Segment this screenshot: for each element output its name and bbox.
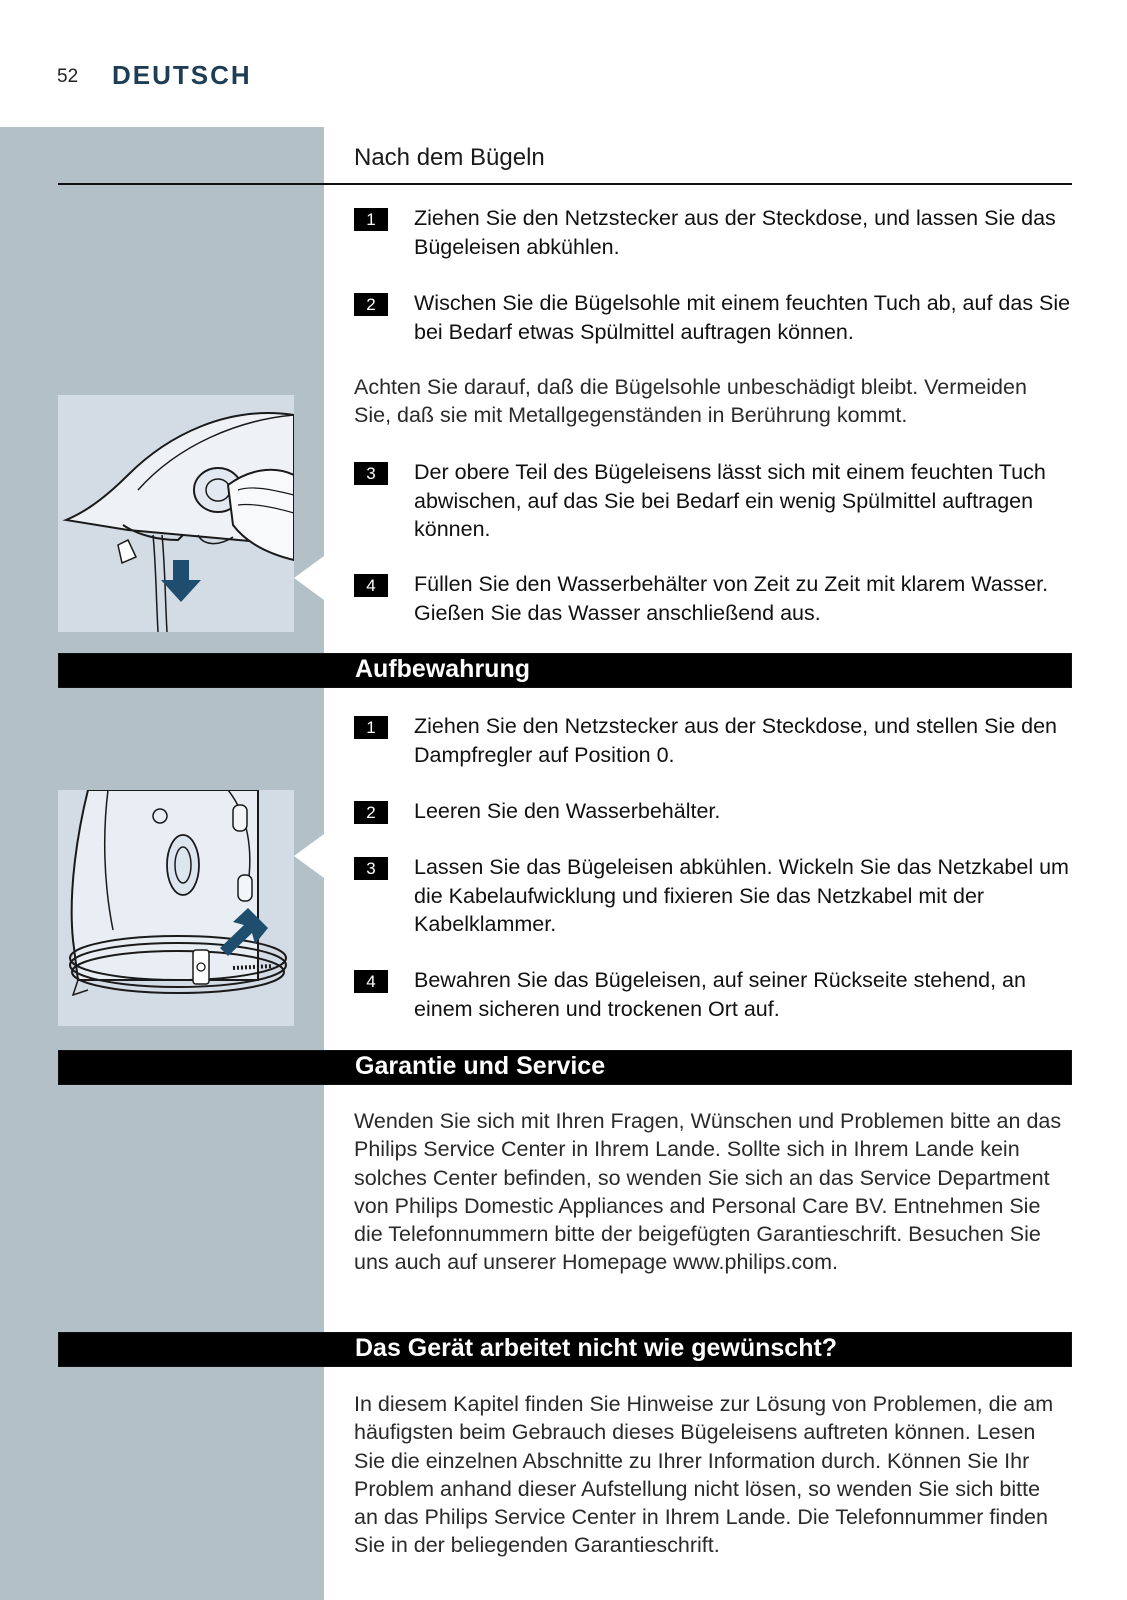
- iron-tilted-icon: [58, 395, 294, 632]
- step-storage-4: [354, 966, 1074, 1023]
- step-storage-3: [354, 853, 1074, 939]
- step-text: Der obere Teil des Bügeleisens lässt sich mit einem feuchten Tuch abwischen, auf das Sie bei Bedarf ein wenig Spülmittel auftragen können.: [414, 460, 1046, 541]
- step-text: Lassen Sie das Bügeleisen abkühlen. Wickeln Sie das Netzkabel um die Kabelaufwicklung und fixieren Sie das Netzkabel mit der Kabelklammer.: [414, 855, 1069, 936]
- emptying-water-tank-illustration: [58, 395, 294, 632]
- section-title-warranty: Garantie und Service: [355, 1052, 606, 1080]
- step-after-ironing-1: [354, 204, 1074, 261]
- step-after-ironing-3: [354, 458, 1074, 544]
- step-number-badge: 2: [354, 801, 388, 824]
- iron-upright-icon: [58, 790, 294, 1026]
- section-rule: [58, 183, 1072, 185]
- step-storage-1: [354, 712, 1074, 769]
- step-text: Ziehen Sie den Netzstecker aus der Steckdose, und lassen Sie das Bügeleisen abkühlen.: [414, 206, 1056, 259]
- section-bar-storage: [58, 653, 1072, 688]
- step-text: Füllen Sie den Wasserbehälter von Zeit zu Zeit mit klarem Wasser. Gießen Sie das Wasser anschließend aus.: [414, 572, 1049, 625]
- step-number-badge: 1: [354, 716, 388, 739]
- step-number-badge: 3: [354, 857, 388, 880]
- page-number: 52: [57, 66, 79, 87]
- troubleshooting-text: In diesem Kapitel finden Sie Hinweise zur Lösung von Problemen, die am häufigsten beim Gebrauch dieses Bügeleisens auftreten können. Lesen Sie die einzelnen Abschnitte zu Ihrer Information durch. Können Sie Ihr Problem anhand dieser Aufstellung nicht lösen, so wenden Sie sich bitte an das Philips Service Center in Ihrem Lande. Die Telefonnummer finden Sie in der beliegenden Garantieschrift.: [354, 1392, 1054, 1558]
- step-number-badge: 2: [354, 293, 388, 316]
- cord-storage-illustration: [58, 790, 294, 1026]
- section-bar-troubleshooting: [58, 1332, 1072, 1367]
- step-number-badge: 4: [354, 574, 388, 597]
- step-text: Wischen Sie die Bügelsohle mit einem feuchten Tuch ab, auf das Sie bei Bedarf etwas Spülmittel auftragen können.: [414, 291, 1071, 344]
- step-number-badge: 3: [354, 462, 388, 485]
- step-text: Leeren Sie den Wasserbehälter.: [414, 799, 721, 823]
- section-title-storage: Aufbewahrung: [355, 655, 530, 683]
- step-text: Ziehen Sie den Netzstecker aus der Steckdose, und stellen Sie den Dampfregler auf Position 0.: [414, 714, 1057, 767]
- soleplate-note: Achten Sie darauf, daß die Bügelsohle unbeschädigt bleibt. Vermeiden Sie, daß sie mit Metallgegenständen in Berührung kommt.: [354, 375, 1027, 428]
- section-title-after-ironing: Nach dem Bügeln: [354, 144, 545, 171]
- step-text: Bewahren Sie das Bügeleisen, auf seiner Rückseite stehend, an einem sicheren und trockenen Ort auf.: [414, 968, 1026, 1021]
- step-after-ironing-2: [354, 289, 1074, 346]
- section-title-troubleshooting: Das Gerät arbeitet nicht wie gewünscht?: [355, 1334, 838, 1362]
- step-number-badge: 1: [354, 208, 388, 231]
- section-bar-warranty: [58, 1050, 1072, 1085]
- callout-pointer: [294, 834, 324, 878]
- step-after-ironing-4: [354, 570, 1074, 627]
- down-arrow-icon: [161, 560, 201, 602]
- language-heading: DEUTSCH: [112, 60, 252, 90]
- warranty-text: Wenden Sie sich mit Ihren Fragen, Wünschen und Problemen bitte an das Philips Service Center in Ihrem Lande. Sollte sich in Ihrem Lande kein solches Center befinden, so wenden Sie sich an das Service Department von Philips Domestic Appliances and Personal Care BV. Entnehmen Sie die Telefonnummern bitte der beigefügten Garantieschrift. Besuchen Sie uns auch auf unserer Homepage www.philips.com.: [354, 1109, 1062, 1275]
- step-number-badge: 4: [354, 970, 388, 993]
- step-storage-2: [354, 797, 1074, 826]
- callout-pointer: [294, 556, 324, 600]
